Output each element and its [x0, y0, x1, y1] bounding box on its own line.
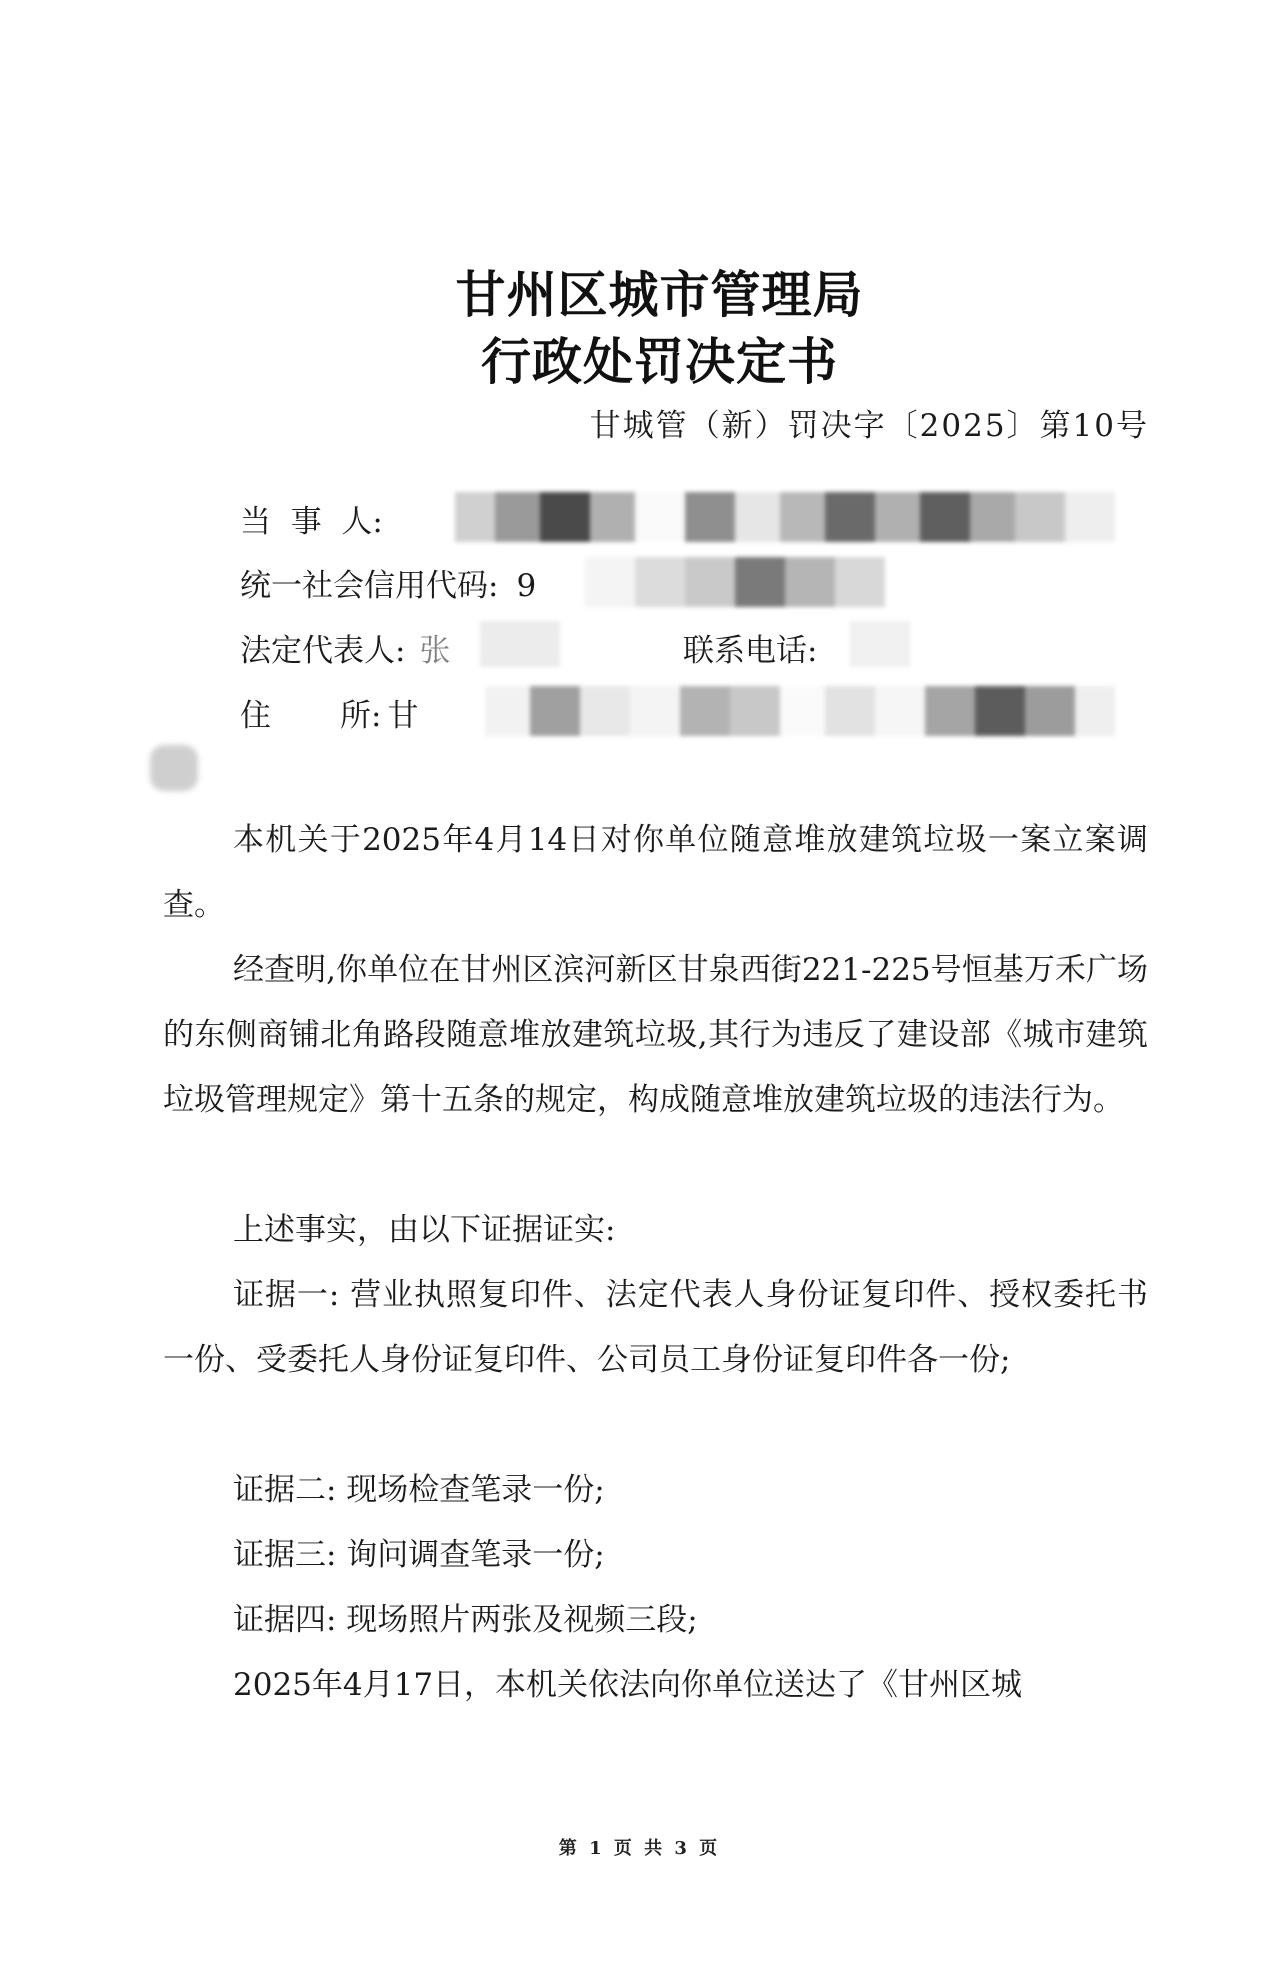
paragraph-notice-delivery: 2025年4月17日，本机关依法向你单位送达了《甘州区城 — [233, 1667, 1023, 1703]
document-title-agency: 甘州区城市管理局 — [455, 266, 864, 324]
document-title-type: 行政处罚决定书 — [481, 333, 838, 391]
credit-code-visible-char: 9 — [516, 568, 537, 604]
paragraph-findings: 经查明,你单位在甘州区滨河新区甘泉西街221-225号恒基万禾广场的东侧商铺北角路段随意堆放建筑垃圾,其行为违反了建设部《城市建筑垃圾管理规定》第十五条的规定，构成随意堆放建筑垃圾的违法行为。 — [163, 952, 1148, 1118]
phone-label-text: 联系电话: — [683, 633, 818, 669]
phone-value-redacted — [850, 621, 910, 667]
credit-code-value-redacted — [585, 557, 885, 607]
address-label — [240, 690, 418, 735]
paragraph-evidence-1: 证据一: 营业执照复印件、法定代表人身份证复印件、授权委托书一份、受委托人身份证复印件、公司员工身份证复印件各一份; — [163, 1277, 1148, 1378]
address-label-text: 住 所: — [240, 698, 382, 734]
legal-rep-value-redacted — [480, 621, 560, 667]
legal-rep-label — [240, 625, 450, 670]
address-value-redacted — [485, 686, 1150, 736]
paragraph-case-filing: 本机关于2025年4月14日对你单位随意堆放建筑垃圾一案立案调查。 — [163, 822, 1148, 923]
party-label — [240, 496, 383, 541]
document-number: 甘城管（新）罚决字〔2025〕第10号 — [589, 408, 1149, 444]
paragraph-evidence-2: 证据二: 现场检查笔录一份; — [233, 1472, 605, 1508]
credit-code-label — [240, 560, 536, 605]
party-label-text: 当 事 人: — [240, 504, 383, 540]
page-indicator: 第 1 页 共 3 页 — [558, 1838, 721, 1859]
paragraph-evidence-intro: 上述事实，由以下证据证实: — [233, 1212, 616, 1248]
redaction-smudge — [150, 745, 198, 791]
credit-code-label-text: 统一社会信用代码: — [240, 568, 499, 604]
legal-rep-visible-char: 张 — [419, 633, 451, 669]
legal-rep-label-text: 法定代表人: — [240, 633, 406, 669]
party-value-redacted — [455, 492, 1135, 542]
phone-label — [683, 625, 817, 670]
address-visible-char: 甘 — [387, 698, 419, 734]
paragraph-evidence-3: 证据三: 询问调查笔录一份; — [233, 1537, 605, 1573]
paragraph-evidence-4: 证据四: 现场照片两张及视频三段; — [233, 1602, 698, 1638]
